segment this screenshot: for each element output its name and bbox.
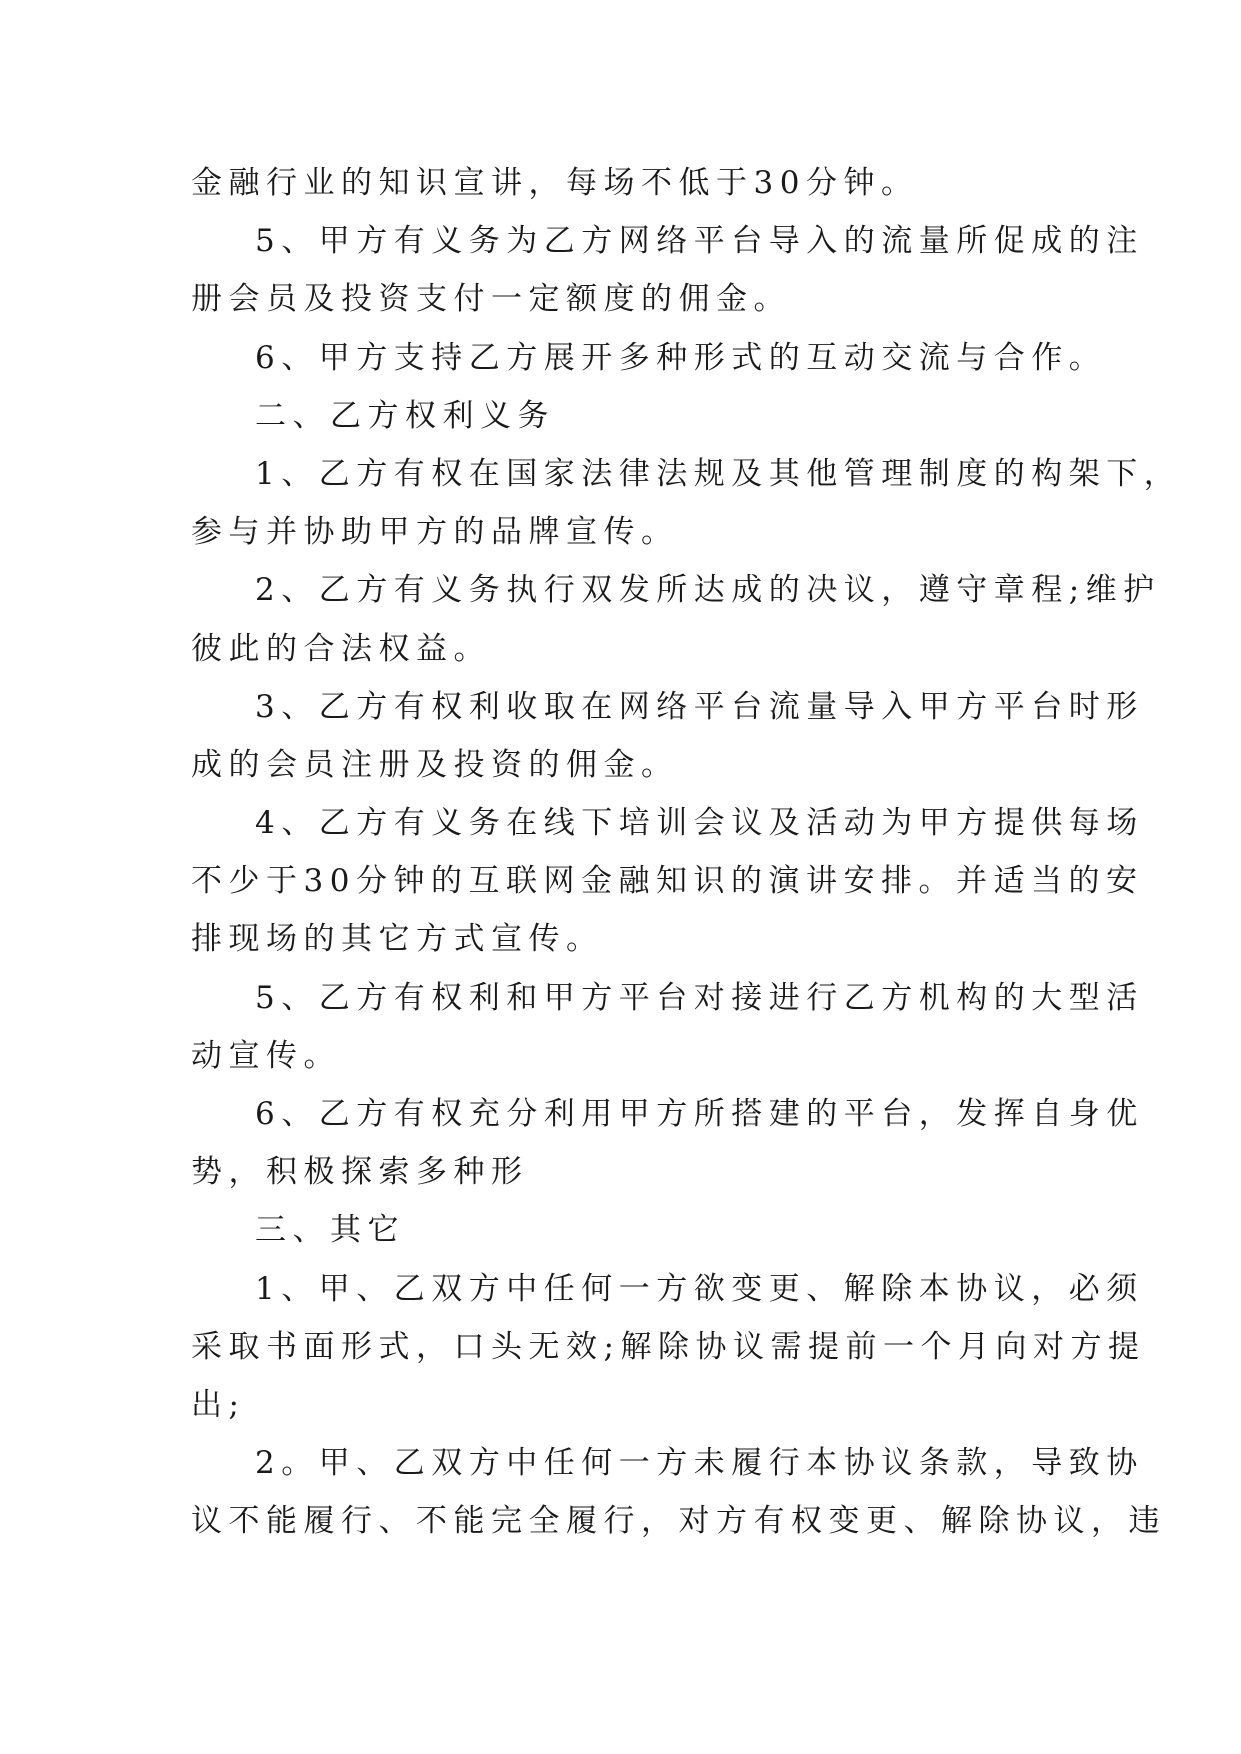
text-line: 4、乙方有义务在线下培训会议及活动为甲方提供每场 — [255, 805, 1144, 842]
text-line: 采取书面形式，口头无效;解除协议需提前一个月向对方提 — [191, 1328, 1146, 1365]
text-line: 3、乙方有权利收取在网络平台流量导入甲方平台时形 — [255, 688, 1144, 725]
text-line: 动宣传。 — [191, 1037, 341, 1074]
text-line: 2。甲、乙双方中任何一方未履行本协议条款，导致协 — [255, 1445, 1144, 1482]
text-line: 6、乙方有权充分利用甲方所搭建的平台，发挥自身优 — [255, 1096, 1144, 1132]
text-line: 册会员及投资支付一定额度的佣金。 — [191, 281, 791, 318]
text-line: 2、乙方有义务执行双发所达成的决议，遵守章程;维护 — [255, 572, 1161, 609]
document-body — [191, 154, 1182, 1551]
text-line: 成的会员注册及投资的佣金。 — [191, 746, 679, 783]
text-line: 排现场的其它方式宣传。 — [191, 921, 604, 958]
text-line: 5、乙方有权利和甲方平台对接进行乙方机构的大型活 — [255, 979, 1144, 1016]
text-line: 1、乙方有权在国家法律法规及其他管理制度的构架下， — [255, 455, 1182, 492]
text-line: 彼此的合法权益。 — [191, 630, 491, 667]
text-line: 势，积极探索多种形 — [191, 1154, 529, 1191]
text-line: 1、甲、乙双方中任何一方欲变更、解除本协议，必须 — [255, 1270, 1144, 1307]
text-line: 出; — [191, 1386, 246, 1423]
text-line: 5、甲方有义务为乙方网络平台导入的流量所促成的注 — [255, 223, 1144, 260]
text-line: 不少于30分钟的互联网金融知识的演讲安排。并适当的安 — [191, 863, 1144, 900]
text-line: 金融行业的知识宣讲，每场不低于30分钟。 — [191, 165, 919, 201]
text-line: 参与并协助甲方的品牌宣传。 — [191, 514, 679, 551]
text-line: 议不能履行、不能完全履行，对方有权变更、解除协议，违 — [191, 1503, 1166, 1540]
text-line: 6、甲方支持乙方展开多种形式的互动交流与合作。 — [255, 339, 1107, 376]
text-line: 二、乙方权利义务 — [255, 397, 555, 434]
text-line: 三、其它 — [255, 1212, 405, 1249]
